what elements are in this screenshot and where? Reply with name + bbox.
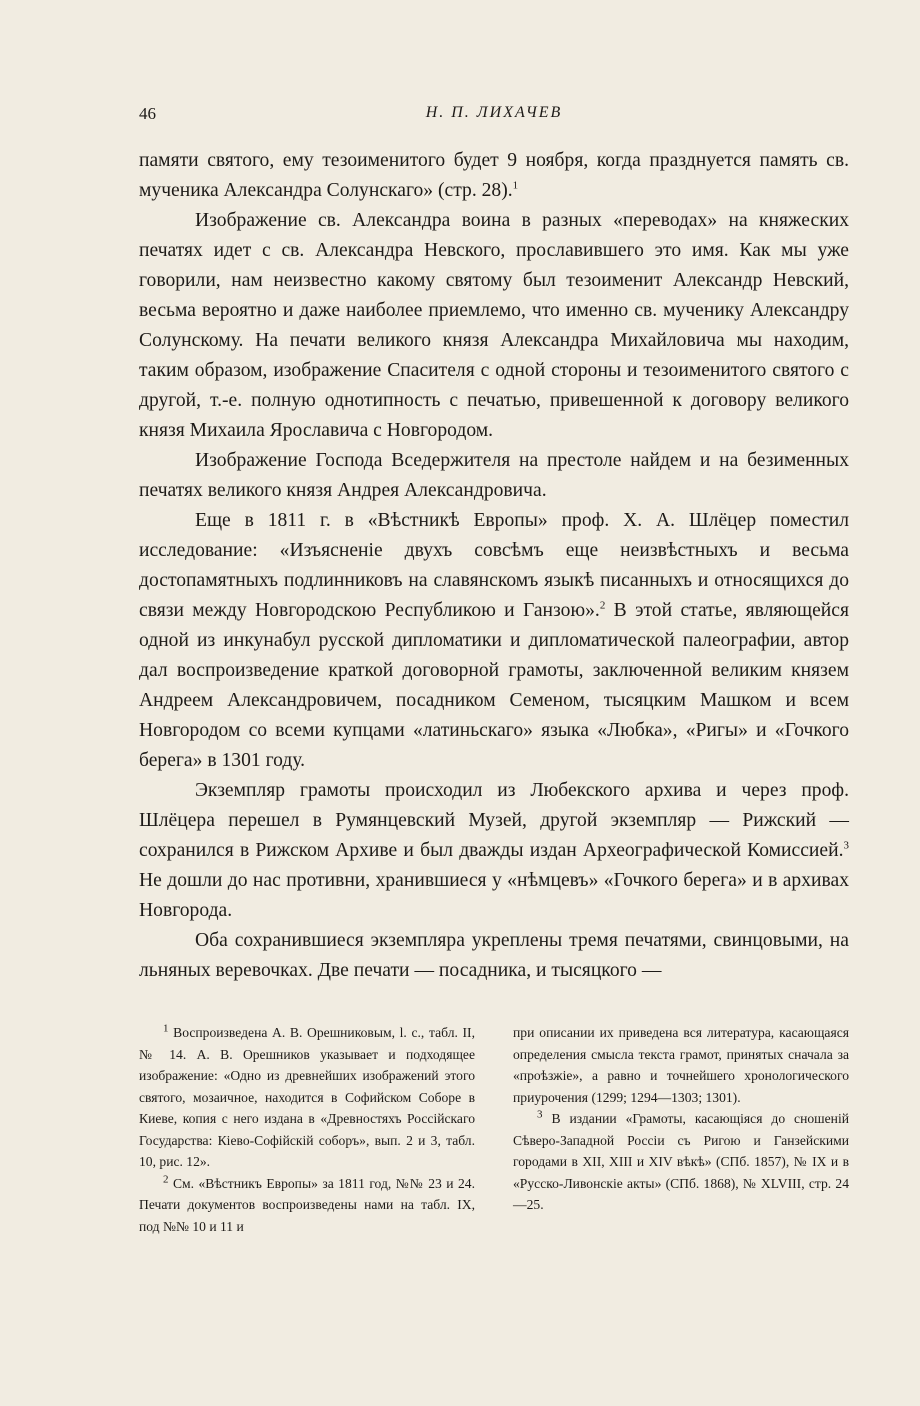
paragraph-text: Не дошли до нас противни, хранившиеся у «нѣмцевъ» «Гочкого берега» и в архивах Новгорода. [139,870,849,921]
footnote [139,1173,475,1238]
footnote-text: В издании «Грамоты, касающіяся до сношеній Сѣверо-Западной Россіи съ Ригою и Ганзейскими городами в XII, XIII и XIV вѣкѣ» (СПб. 1857), № IX и в «Русско-Ливонскіе акты» (СПб. 1868), № XLVIII, стр. 24—25. [513,1111,849,1212]
footnotes-left-column [139,1022,475,1237]
footnote-number: 2 [163,1172,169,1185]
footnote-number: 1 [163,1022,169,1035]
running-title: Н. П. ЛИХАЧЕВ [425,104,563,121]
footnotes [139,1022,849,1237]
paragraph-text: памяти святого, ему тезоименитого будет 9 ноября, когда празднуется память св. мученика Александра Солунскаго» (стр. 28). [139,150,849,201]
footnotes-right-column [513,1022,849,1237]
footnote [513,1108,849,1216]
footnote-number: 3 [537,1108,543,1121]
footnote-ref: 2 [599,599,606,612]
paragraph: Оба сохранившиеся экземпляра укреплены тремя печатями, свинцовыми, на льняных веревочках. Две печати — посадника, и тысяцкого — [139,930,849,981]
footnote [139,1022,475,1173]
footnote-ref: 3 [843,839,849,852]
paragraph-text: Экземпляр грамоты происходил из Любекского архива и через проф. Шлёцера перешел в Румянцевский Музей, другой экземпляр — Рижский — сохранился в Рижском Архиве и был дважды издан Археографической Комиссией. [139,780,849,861]
paragraph-text: Еще в 1811 г. в «Вѣстникѣ Европы» проф. Х. А. Шлёцер поместил исследование: «Изъясненіе двухъ совсѣмъ еще неизвѣстныхъ и весьма достопамятныхъ подлинниковъ на славянскомъ языкѣ писанныхъ и относящихся до связи между Новгородскою Республикою и Ганзою». [139,510,849,621]
paragraph [139,776,849,926]
main-text [139,146,849,986]
paragraph: Изображение Господа Вседержителя на престоле найдем и на безименных печатях великого князя Андрея Александровича. [139,450,849,501]
running-head [139,104,849,128]
footnote-text: Воспроизведена А. В. Орешниковым, l. c., табл. II, № 14. А. В. Орешников указывает и подходящее изображение: «Одно из древнейших изображений этого святого, мозаичное, находится в Софийском Соборе в Киеве, копия с него издана в «Древностяхъ Россійскаго Государства: Кіево-Софійскій соборъ», вып. 2 и 3, табл. 10, рис. 12». [139,1025,475,1169]
paragraph [139,506,849,776]
footnote-ref: 1 [512,179,519,192]
paragraph-text: В этой статье, являющейся одной из инкунабул русской дипломатики и дипломатической палеографии, автор дал воспроизведение краткой договорной грамоты, заключенной великим князем Андреем Александровичем, посадником Семеном, тысяцким Машком и всем Новгородом со всеми купцами «латиньскаго» языка «Любка», «Ригы» и «Гочкого берега» в 1301 году. [139,600,849,771]
footnote-continuation: при описании их приведена вся литература, касающаяся определения смысла текста грамот, принятых сначала за «проѣзжіе», а равно и точнейшего хронологического приурочения (1299; 1294—1303; 1301). [513,1025,849,1105]
page-number: 46 [139,104,156,123]
footnote-text: См. «Вѣстникъ Европы» за 1811 год, №№ 23 и 24. Печати документов воспроизведены нами на табл. IX, под №№ 10 и 11 и [139,1175,476,1234]
paragraph [139,146,849,206]
paragraph: Изображение св. Александра воина в разных «переводах» на княжеских печатях идет с св. Александра Невского, прославившего это имя. Как мы уже говорили, нам неизвестно какому святому был тезоименит Александр Невский, весьма вероятно и даже наиболее приемлемо, что именно св. мученику Александру Солунскому. На печати великого князя Александра Михайловича мы находим, таким образом, изображение Спасителя с одной стороны и тезоименитого святого с другой, т.-е. полную однотипность с печатью, привешенной к договору великого князя Михаила Ярославича с Новгородом. [139,210,849,441]
